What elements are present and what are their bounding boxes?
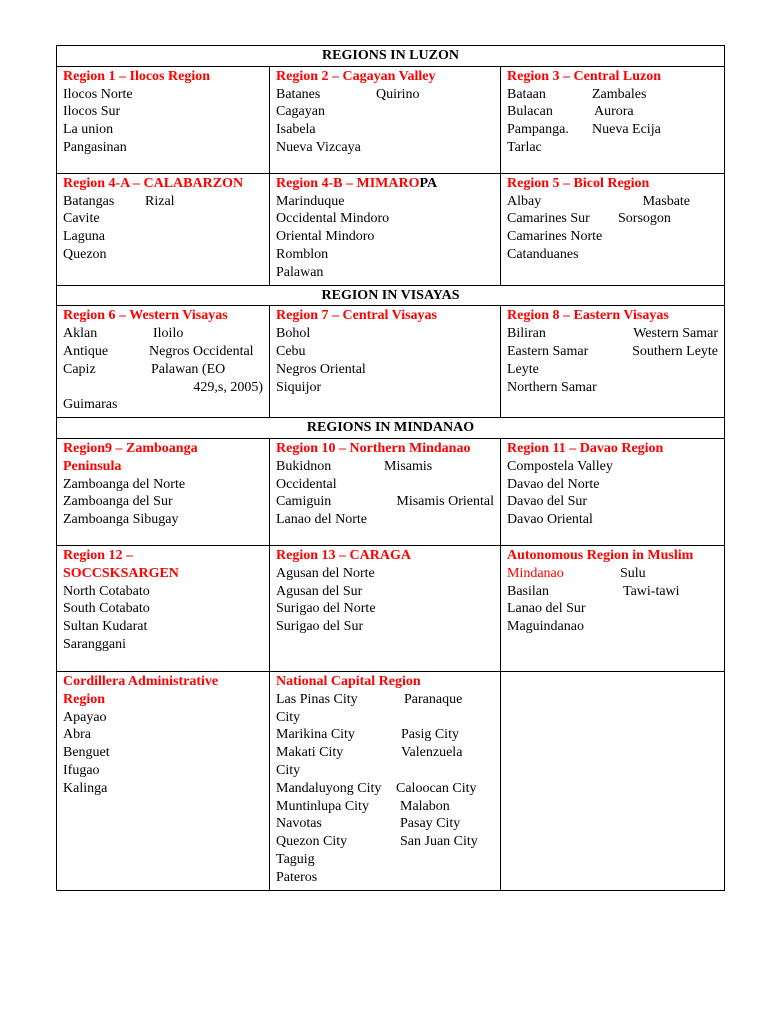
region-4b-cell — [270, 173, 501, 285]
region-13-cell — [270, 545, 501, 671]
region-9-title: Region9 – Zamboanga — [63, 440, 198, 456]
city: Paranaque — [404, 691, 463, 707]
province: Pampanga. — [507, 122, 569, 138]
city: Caloocan City — [396, 780, 477, 796]
province: Zamboanga Sibugay — [63, 512, 179, 528]
region-10-cell — [270, 438, 501, 545]
car-cell — [57, 671, 270, 890]
region-4b-title-black: PA — [419, 175, 438, 191]
province: Albay — [507, 193, 542, 209]
province: Camarines Sur — [507, 211, 590, 227]
region-5-cell — [501, 173, 725, 285]
region-8-cell — [501, 306, 725, 418]
province: Siquijor — [276, 379, 322, 395]
province: Surigao del Sur — [276, 619, 364, 635]
province: Agusan del Norte — [276, 565, 375, 581]
province: Misamis Oriental — [396, 494, 494, 510]
province: North Cotabato — [63, 583, 150, 599]
region-12-title: Region 12 – — [63, 547, 133, 563]
province: Rizal — [145, 193, 175, 209]
province: Cavite — [63, 211, 100, 227]
car-title-cont: Region — [63, 691, 105, 707]
province: Quezon — [63, 246, 107, 262]
province: Benguet — [63, 745, 110, 761]
city: Muntinlupa City — [276, 798, 369, 814]
region-3-title: Region 3 – Central Luzon — [507, 68, 661, 84]
armm-title: Autonomous Region in Muslim — [507, 547, 694, 563]
province: Northern Samar — [507, 379, 597, 395]
province: Sulu — [620, 565, 646, 581]
region-13-title: Region 13 – CARAGA — [276, 547, 411, 563]
province: Kalinga — [63, 780, 108, 796]
city: Valenzuela — [401, 745, 463, 761]
region-1-title: Region 1 – Ilocos Region — [63, 68, 210, 84]
province: Occidental Mindoro — [276, 211, 390, 227]
visayas-header: REGION IN VISAYAS — [57, 285, 725, 306]
city: Pasay City — [400, 816, 461, 832]
province: Bataan — [507, 86, 546, 102]
city: City — [276, 762, 301, 778]
city: Pateros — [276, 869, 318, 885]
province: Sorsogon — [618, 211, 671, 227]
city: Quezon City — [276, 834, 348, 850]
city: City — [276, 709, 301, 725]
province: Lanao del Sur — [507, 601, 586, 617]
province: Negros Occidental — [149, 343, 254, 359]
province: Bulacan — [507, 104, 553, 120]
province: Davao del Norte — [507, 476, 600, 492]
region-2-title: Region 2 – Cagayan Valley — [276, 68, 436, 84]
province: 429,s, 2005) — [193, 379, 263, 395]
province: Misamis — [384, 458, 433, 474]
province: Batanes — [276, 86, 321, 102]
province: Nueva Vizcaya — [276, 139, 361, 155]
province: Biliran — [507, 326, 546, 342]
province: Cebu — [276, 343, 306, 359]
province: Zamboanga del Norte — [63, 476, 186, 492]
region-11-title: Region 11 – Davao Region — [507, 440, 664, 456]
city: Malabon — [400, 798, 450, 814]
region-4b-title — [276, 175, 494, 193]
region-9-cell — [57, 438, 270, 545]
province: Negros Oriental — [276, 361, 366, 377]
province: Maguindanao — [507, 619, 584, 635]
province: Ilocos Sur — [63, 104, 121, 120]
province: Davao del Sur — [507, 494, 588, 510]
province: Antique — [63, 343, 109, 359]
province: Marinduque — [276, 193, 345, 209]
region-4a-cell — [57, 173, 270, 285]
region-6-title: Region 6 – Western Visayas — [63, 308, 228, 324]
ncr-title: National Capital Region — [276, 673, 421, 689]
province: Saranggani — [63, 636, 126, 652]
car-title: Cordillera Administrative — [63, 673, 219, 689]
province: Agusan del Sur — [276, 583, 363, 599]
luzon-header: REGIONS IN LUZON — [57, 46, 725, 67]
province: Palawan (EO — [151, 361, 226, 377]
province: Oriental Mindoro — [276, 229, 375, 245]
province: Basilan — [507, 583, 549, 599]
mindanao-header: REGIONS IN MINDANAO — [57, 418, 725, 439]
region-8-title: Region 8 – Eastern Visayas — [507, 308, 669, 324]
region-12-title-cont: SOCCSKSARGEN — [63, 565, 179, 581]
province: Quirino — [376, 86, 420, 102]
city: Marikina City — [276, 727, 355, 743]
province: Southern Leyte — [632, 343, 719, 359]
province: Compostela Valley — [507, 458, 613, 474]
city: Las Pinas City — [276, 691, 358, 707]
region-7-cell — [270, 306, 501, 418]
region-1-cell — [57, 66, 270, 173]
province: Aurora — [594, 104, 634, 120]
region-4b-title-red: Region 4-B – MIMARO — [276, 175, 420, 191]
armm-cell — [501, 545, 725, 671]
province: Ifugao — [63, 762, 100, 778]
province: Bukidnon — [276, 458, 332, 474]
regions-table — [56, 45, 725, 891]
province: Laguna — [63, 229, 105, 245]
province: Davao Oriental — [507, 512, 593, 528]
province: Lanao del Norte — [276, 512, 367, 528]
province: Bohol — [276, 326, 311, 342]
city: San Juan City — [400, 834, 478, 850]
province: Cagayan — [276, 104, 325, 120]
province: Isabela — [276, 122, 316, 138]
empty-cell — [501, 671, 725, 890]
province: Sultan Kudarat — [63, 619, 148, 635]
province: Eastern Samar — [507, 343, 589, 359]
province: Apayao — [63, 709, 107, 725]
region-10-title: Region 10 – Northern Mindanao — [276, 440, 471, 456]
region-6-cell — [57, 306, 270, 418]
region-4a-title: Region 4-A – CALABARZON — [63, 175, 244, 191]
province: Zambales — [592, 86, 647, 102]
province: Western Samar — [633, 326, 719, 342]
province: Catanduanes — [507, 246, 579, 262]
province: La union — [63, 122, 114, 138]
province: Masbate — [642, 193, 691, 209]
province: Nueva Ecija — [592, 122, 661, 138]
city: Navotas — [276, 816, 322, 832]
city: Mandaluyong City — [276, 780, 382, 796]
city: Pasig City — [401, 727, 459, 743]
province: Ilocos Norte — [63, 86, 133, 102]
region-9-title-cont: Peninsula — [63, 458, 122, 474]
region-12-cell — [57, 545, 270, 671]
province: Capiz — [63, 361, 96, 377]
province: Pangasinan — [63, 139, 127, 155]
region-3-cell — [501, 66, 725, 173]
province: Abra — [63, 727, 91, 743]
province: Surigao del Norte — [276, 601, 376, 617]
armm-title-cont: Mindanao — [507, 565, 564, 581]
province: Guimaras — [63, 397, 118, 413]
province: Camarines Norte — [507, 229, 603, 245]
province: Romblon — [276, 246, 329, 262]
city: Makati City — [276, 745, 344, 761]
province: Iloilo — [153, 326, 184, 342]
ncr-cell — [270, 671, 501, 890]
city: Taguig — [276, 851, 315, 867]
province: South Cotabato — [63, 601, 150, 617]
province: Occidental — [276, 476, 337, 492]
region-11-cell — [501, 438, 725, 545]
province: Batangas — [63, 193, 115, 209]
province: Zamboanga del Sur — [63, 494, 173, 510]
province: Tawi-tawi — [623, 583, 680, 599]
province: Aklan — [63, 326, 98, 342]
province: Camiguin — [276, 494, 332, 510]
region-2-cell — [270, 66, 501, 173]
region-5-title: Region 5 – Bicol Region — [507, 175, 650, 191]
province: Leyte — [507, 361, 539, 377]
region-7-title: Region 7 – Central Visayas — [276, 308, 437, 324]
province: Palawan — [276, 264, 324, 280]
province: Tarlac — [507, 139, 542, 155]
